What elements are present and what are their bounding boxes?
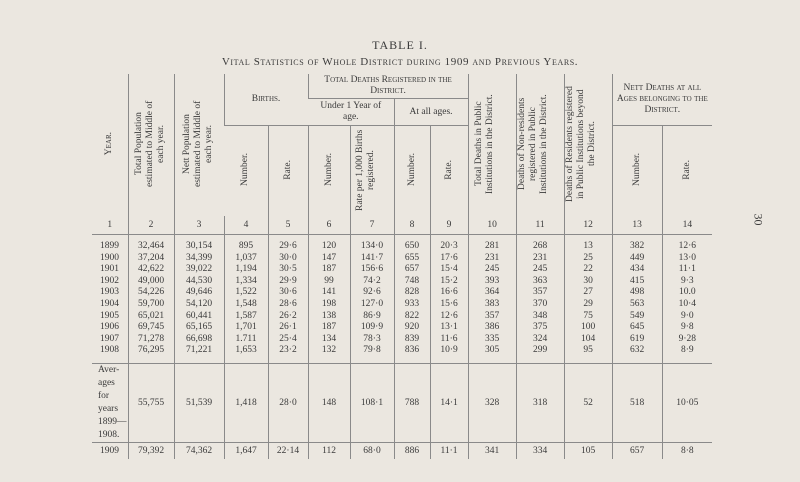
average-cell: 14·1 — [430, 363, 468, 442]
table-cell: 109·9 — [350, 322, 394, 334]
table-cell: 498 — [612, 287, 662, 299]
table-cell: 839 — [394, 334, 430, 346]
table-cell: 657 — [394, 264, 430, 276]
table-cell: 30 — [564, 276, 612, 288]
current-cell: 22·14 — [268, 442, 308, 459]
table-cell: 104 — [564, 334, 612, 346]
header-allages-number: Number. — [394, 126, 430, 217]
header-public-institutions: Total Deaths in Public Institutions in the District. — [468, 74, 516, 216]
table-row — [92, 235, 712, 253]
table-cell: 49,646 — [174, 287, 224, 299]
table-cell: 645 — [612, 322, 662, 334]
table-cell: 13 — [564, 235, 612, 253]
table-cell: 26·2 — [268, 311, 308, 323]
table-cell: 187 — [308, 322, 350, 334]
col-number: 6 — [308, 216, 350, 235]
table-cell: 393 — [468, 276, 516, 288]
average-cell: 51,539 — [174, 363, 224, 442]
row-year: 1902 — [100, 275, 119, 286]
table-cell: 65,165 — [174, 322, 224, 334]
current-cell: 341 — [468, 442, 516, 459]
row-year: 1901 — [100, 264, 119, 275]
header-under-1-year: Under 1 Year of age. — [308, 99, 394, 126]
table-cell: 75 — [564, 311, 612, 323]
table-row — [92, 299, 712, 311]
average-cell: 518 — [612, 363, 662, 442]
table-cell: 141·7 — [350, 253, 394, 265]
vital-statistics-table — [92, 74, 712, 459]
table-subtitle: Vital Statistics of Whole District during 1909 and Previous Years. — [221, 56, 579, 68]
table-cell: 375 — [516, 322, 564, 334]
table-cell: 26·1 — [268, 322, 308, 334]
current-cell: 8·8 — [662, 442, 712, 459]
current-cell: 74,362 — [174, 442, 224, 459]
table-cell: 60,441 — [174, 311, 224, 323]
average-cell: 788 — [394, 363, 430, 442]
table-cell: 15·6 — [430, 299, 468, 311]
col-number: 12 — [564, 216, 612, 235]
table-title: TABLE I. — [372, 38, 428, 52]
table-cell: 9·8 — [662, 322, 712, 334]
table-cell: 11·6 — [430, 334, 468, 346]
table-cell: 231 — [516, 253, 564, 265]
table-row — [92, 322, 712, 334]
table-cell: 42,622 — [128, 264, 174, 276]
header-under1-number: Number. — [308, 126, 350, 217]
table-cell: 363 — [516, 276, 564, 288]
row-year: 1904 — [100, 298, 119, 309]
table-cell: 9·28 — [662, 334, 712, 346]
current-cell: 11·1 — [430, 442, 468, 459]
current-cell: 657 — [612, 442, 662, 459]
current-year-row — [92, 442, 712, 459]
col-number: 11 — [516, 216, 564, 235]
table-cell: 138 — [308, 311, 350, 323]
table-cell: 10·4 — [662, 299, 712, 311]
table-cell: 99 — [308, 276, 350, 288]
header-nett-rate: Rate. — [662, 126, 712, 217]
table-cell: 12·6 — [430, 311, 468, 323]
col-number: 7 — [350, 216, 394, 235]
header-under1-rate: Rate per 1,000 Births registered. — [350, 126, 394, 217]
col-number: 9 — [430, 216, 468, 235]
average-cell: 328 — [468, 363, 516, 442]
row-year: 1907 — [100, 333, 119, 344]
table-cell: 335 — [468, 334, 516, 346]
current-cell: 68·0 — [350, 442, 394, 459]
table-cell: 30·0 — [268, 253, 308, 265]
col-number: 1 — [92, 216, 128, 235]
header-births: Births. — [224, 74, 308, 126]
table-cell: 11·1 — [662, 264, 712, 276]
table-cell: 34,399 — [174, 253, 224, 265]
table-cell: 79·8 — [350, 345, 394, 363]
table-cell: 30·5 — [268, 264, 308, 276]
header-residents-beyond: Deaths of Residents registered in Public Institutions beyond the District. — [564, 74, 612, 216]
table-cell: 66,698 — [174, 334, 224, 346]
table-cell: 434 — [612, 264, 662, 276]
average-cell: 10·05 — [662, 363, 712, 442]
table-cell: 415 — [612, 276, 662, 288]
table-cell: 29 — [564, 299, 612, 311]
table-row — [92, 345, 712, 363]
table-row — [92, 311, 712, 323]
header-total-deaths: Total Deaths Registered in the District. — [308, 74, 468, 99]
table-cell: 563 — [612, 299, 662, 311]
table-cell: 65,021 — [128, 311, 174, 323]
table-cell: 74·2 — [350, 276, 394, 288]
current-cell: 1909 — [100, 445, 119, 456]
table-cell: 10.0 — [662, 287, 712, 299]
table-cell: 383 — [468, 299, 516, 311]
header-births-rate: Rate. — [268, 126, 308, 217]
header-non-residents: Deaths of Non-residents registered in Public Institutions in the District. — [516, 74, 564, 216]
table-cell: 12·6 — [662, 235, 712, 253]
table-cell: 1,548 — [224, 299, 268, 311]
table-cell: 29·6 — [268, 235, 308, 253]
table-row — [92, 287, 712, 299]
table-cell: 920 — [394, 322, 430, 334]
table-cell: 1,334 — [224, 276, 268, 288]
table-cell: 29·9 — [268, 276, 308, 288]
table-cell: 198 — [308, 299, 350, 311]
averages-row — [92, 363, 712, 442]
header-year: Year. — [104, 131, 115, 156]
table-cell: 933 — [394, 299, 430, 311]
page-number: 30 — [751, 213, 766, 226]
average-cell: 318 — [516, 363, 564, 442]
table-cell: 9·0 — [662, 311, 712, 323]
table-cell: 8·9 — [662, 345, 712, 363]
table-cell: 39,022 — [174, 264, 224, 276]
table-cell: 132 — [308, 345, 350, 363]
table-cell: 305 — [468, 345, 516, 363]
table-cell: 386 — [468, 322, 516, 334]
header-total-population: Total Population estimated to Middle of each year. — [128, 74, 174, 216]
table-cell: 92·6 — [350, 287, 394, 299]
table-cell: 10·9 — [430, 345, 468, 363]
data-rows — [92, 235, 712, 364]
table-cell: 78·3 — [350, 334, 394, 346]
table-cell: 382 — [612, 235, 662, 253]
table-cell: 357 — [468, 311, 516, 323]
current-cell: 886 — [394, 442, 430, 459]
row-year: 1905 — [100, 310, 119, 321]
table-cell: 120 — [308, 235, 350, 253]
table-row — [92, 334, 712, 346]
table-cell: 100 — [564, 322, 612, 334]
table-cell: 30·6 — [268, 287, 308, 299]
table-cell: 348 — [516, 311, 564, 323]
average-cell: 55,755 — [128, 363, 174, 442]
header-nett-number: Number. — [612, 126, 662, 217]
col-number: 14 — [662, 216, 712, 235]
column-number-row — [92, 216, 712, 235]
row-year: 1908 — [100, 345, 119, 356]
table-cell: 828 — [394, 287, 430, 299]
average-cell: 1,418 — [224, 363, 268, 442]
table-cell: 619 — [612, 334, 662, 346]
table-cell: 17·6 — [430, 253, 468, 265]
table-cell: 549 — [612, 311, 662, 323]
table-cell: 22 — [564, 264, 612, 276]
table-cell: 37,204 — [128, 253, 174, 265]
current-cell: 112 — [308, 442, 350, 459]
row-year: 1903 — [100, 287, 119, 298]
col-number: 13 — [612, 216, 662, 235]
average-cell: 148 — [308, 363, 350, 442]
table-cell: 16·6 — [430, 287, 468, 299]
table-cell: 836 — [394, 345, 430, 363]
current-cell: 105 — [564, 442, 612, 459]
col-number: 2 — [128, 216, 174, 235]
col-number: 5 — [268, 216, 308, 235]
header-births-number: Number. — [224, 126, 268, 217]
average-cell: 28·0 — [268, 363, 308, 442]
table-cell: 1,587 — [224, 311, 268, 323]
table-cell: 632 — [612, 345, 662, 363]
table-row — [92, 264, 712, 276]
table-cell: 86·9 — [350, 311, 394, 323]
table-cell: 299 — [516, 345, 564, 363]
table-cell: 71,278 — [128, 334, 174, 346]
table-cell: 25 — [564, 253, 612, 265]
table-cell: 231 — [468, 253, 516, 265]
table-cell: 27 — [564, 287, 612, 299]
table-cell: 134·0 — [350, 235, 394, 253]
table-cell: 127·0 — [350, 299, 394, 311]
table-cell: 245 — [468, 264, 516, 276]
table-cell: 134 — [308, 334, 350, 346]
table-cell: 1,701 — [224, 322, 268, 334]
table-cell: 324 — [516, 334, 564, 346]
table-cell: 23·2 — [268, 345, 308, 363]
table-cell: 13·1 — [430, 322, 468, 334]
table-cell: 59,700 — [128, 299, 174, 311]
table-cell: 370 — [516, 299, 564, 311]
table-cell: 1,653 — [224, 345, 268, 363]
table-cell: 13·0 — [662, 253, 712, 265]
current-cell: 79,392 — [128, 442, 174, 459]
table-cell: 20·3 — [430, 235, 468, 253]
table-cell: 54,120 — [174, 299, 224, 311]
table-cell: 25·4 — [268, 334, 308, 346]
table-cell: 748 — [394, 276, 430, 288]
average-cell: 108·1 — [350, 363, 394, 442]
header-all-ages: At all ages. — [394, 99, 468, 126]
table-cell: 895 — [224, 235, 268, 253]
table-cell: 364 — [468, 287, 516, 299]
table-cell: 71,221 — [174, 345, 224, 363]
header-allages-rate: Rate. — [430, 126, 468, 217]
current-cell: 334 — [516, 442, 564, 459]
row-year: 1900 — [100, 252, 119, 263]
col-number: 10 — [468, 216, 516, 235]
table-cell: 650 — [394, 235, 430, 253]
header-nett-deaths: Nett Deaths at all Ages belonging to the District. — [612, 74, 712, 126]
table-cell: 141 — [308, 287, 350, 299]
table-cell: 655 — [394, 253, 430, 265]
table-cell: 30,154 — [174, 235, 224, 253]
table-cell: 187 — [308, 264, 350, 276]
header-nett-population: Nett Population estimated to Middle of each year. — [174, 74, 224, 216]
table-cell: 76,295 — [128, 345, 174, 363]
table-cell: 1,522 — [224, 287, 268, 299]
table-cell: 32,464 — [128, 235, 174, 253]
table-row — [92, 253, 712, 265]
table-cell: 822 — [394, 311, 430, 323]
row-year: 1906 — [100, 322, 119, 333]
table-row — [92, 276, 712, 288]
table-cell: 69,745 — [128, 322, 174, 334]
table-cell: 49,000 — [128, 276, 174, 288]
table-cell: 268 — [516, 235, 564, 253]
col-number: 4 — [224, 216, 268, 235]
row-year: 1899 — [100, 241, 119, 251]
table-cell: 245 — [516, 264, 564, 276]
table-cell: 1.711 — [224, 334, 268, 346]
current-cell: 1,647 — [224, 442, 268, 459]
table-cell: 54,226 — [128, 287, 174, 299]
table-cell: 156·6 — [350, 264, 394, 276]
table-cell: 95 — [564, 345, 612, 363]
table-cell: 1,194 — [224, 264, 268, 276]
average-cell: 52 — [564, 363, 612, 442]
table-cell: 147 — [308, 253, 350, 265]
table-cell: 15·4 — [430, 264, 468, 276]
averages-label: Aver- ages for years 1899— 1908. — [92, 363, 128, 442]
col-number: 8 — [394, 216, 430, 235]
table-cell: 15·2 — [430, 276, 468, 288]
table-cell: 9·3 — [662, 276, 712, 288]
table-cell: 281 — [468, 235, 516, 253]
table-cell: 44,530 — [174, 276, 224, 288]
table-cell: 449 — [612, 253, 662, 265]
col-number: 3 — [174, 216, 224, 235]
table-cell: 357 — [516, 287, 564, 299]
table-cell: 28·6 — [268, 299, 308, 311]
table-cell: 1,037 — [224, 253, 268, 265]
